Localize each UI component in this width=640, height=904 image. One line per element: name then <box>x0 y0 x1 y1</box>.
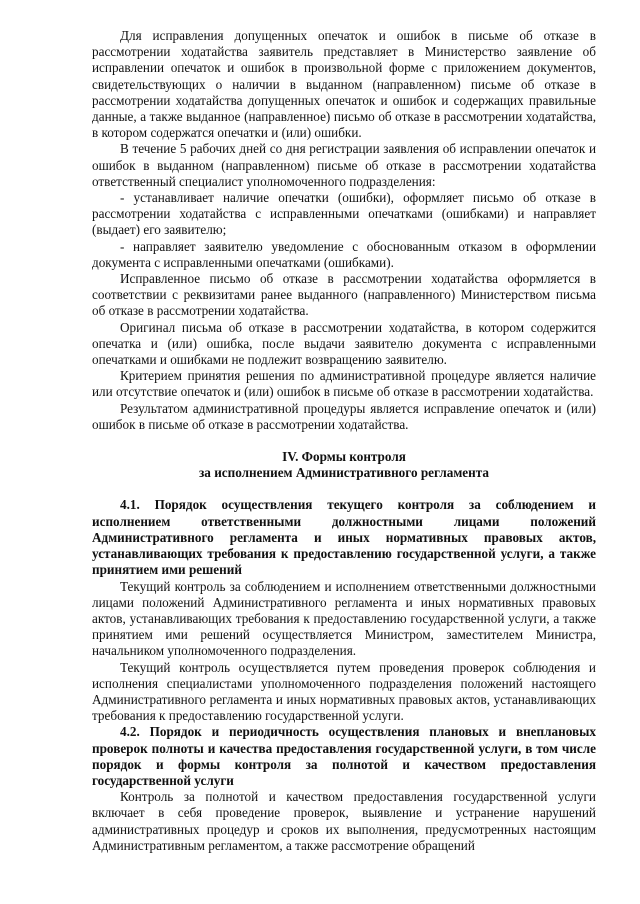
subsection-4-2-heading: 4.2. Порядок и периодичность осуществления плановых и внеплановых проверок полноты и качества предоставления государственной услуги, в том числе порядок и формы контроля за полнотой и качеством предоставления государственной услуги <box>92 724 596 788</box>
section-title-line-2: за исполнением Административного регламента <box>199 465 489 481</box>
paragraph-original-letter: Оригинал письма об отказе в рассмотрении ходатайства, в котором содержится опечатка и (или) ошибка, после выдачи заявителю документа с исправленными опечатками и ошибками не подлежит возвращению заявителю. <box>92 319 596 368</box>
paragraph-procedure-result: Результатом административной процедуры является исправление опечаток и (или) ошибок в письме об отказе в рассмотрении ходатайства. <box>92 400 596 432</box>
section-title-line-1: IV. Формы контроля <box>282 449 406 465</box>
paragraph-list-item-2: - направляет заявителю уведомление с обоснованным отказом в оформлении документа с исправленными опечатками (ошибками). <box>92 238 596 270</box>
spacer <box>92 433 596 449</box>
paragraph-corrected-letter: Исправленное письмо об отказе в рассмотрении ходатайства оформляется в соответствии с реквизитами ранее выданного (направленного) Министерством письма об отказе в рассмотрении ходатайства. <box>92 271 596 319</box>
subsection-4-1-paragraph-1: Текущий контроль за соблюдением и исполнением ответственными должностными лицами положений Административного регламента и иных нормативных правовых актов, устанавливающих требования к предоставлению государственной услуги, а также принятием ими решений осуществляется Министром, заместителем Министра, начальником уполномоченного подразделения. <box>92 578 596 659</box>
document-page <box>92 28 596 854</box>
paragraph-review-period: В течение 5 рабочих дней со дня регистрации заявления об исправлении опечаток и ошибок в выданном (направленном) письме об отказе в рассмотрении ходатайства ответственный специалист уполномоченного подразделения: <box>92 141 596 189</box>
paragraph-correction-request: Для исправления допущенных опечаток и ошибок в письме об отказе в рассмотрении ходатайства заявитель представляет в Министерство заявление об исправлении опечаток и ошибок в произвольной форме с приложением документов, свидетельствующих о наличии в выданном (направленном) письме об отказе в рассмотрении ходатайства допущенных опечаток и ошибок и содержащих правильные данные, а также выданное (направленное) письмо об отказе в рассмотрении ходатайства, в котором содержатся опечатки и (или) ошибки. <box>92 28 596 141</box>
paragraph-list-item-1: - устанавливает наличие опечатки (ошибки), оформляет письмо об отказе в рассмотрении ходатайства с исправленными опечатками (ошибками) и направляет (выдает) его заявителю; <box>92 190 596 238</box>
spacer <box>92 481 596 497</box>
paragraph-decision-criterion: Критерием принятия решения по административной процедуре является наличие или отсутствие опечаток и (или) ошибок в письме об отказе в рассмотрении ходатайства. <box>92 368 596 400</box>
subsection-4-1-paragraph-2: Текущий контроль осуществляется путем проведения проверок соблюдения и исполнения специалистами уполномоченного подразделения положений настоящего Административного регламента и иных нормативных правовых актов, устанавливающих требования к предоставлению государственной услуги. <box>92 659 596 724</box>
subsection-4-2-paragraph-1: Контроль за полнотой и качеством предоставления государственной услуги включает в себя проведение проверок, выявление и устранение нарушений административных процедур и сроков их выполнения, предусмотренных настоящим Административным регламентом, а также рассмотрение обращений <box>92 789 596 853</box>
subsection-4-1-heading: 4.1. Порядок осуществления текущего контроля за соблюдением и исполнением ответственными должностными лицами положений Административного регламента и иных нормативных правовых актов, устанавливающих требования к предоставлению государственной услуги, а также принятием ими решений <box>92 497 596 578</box>
